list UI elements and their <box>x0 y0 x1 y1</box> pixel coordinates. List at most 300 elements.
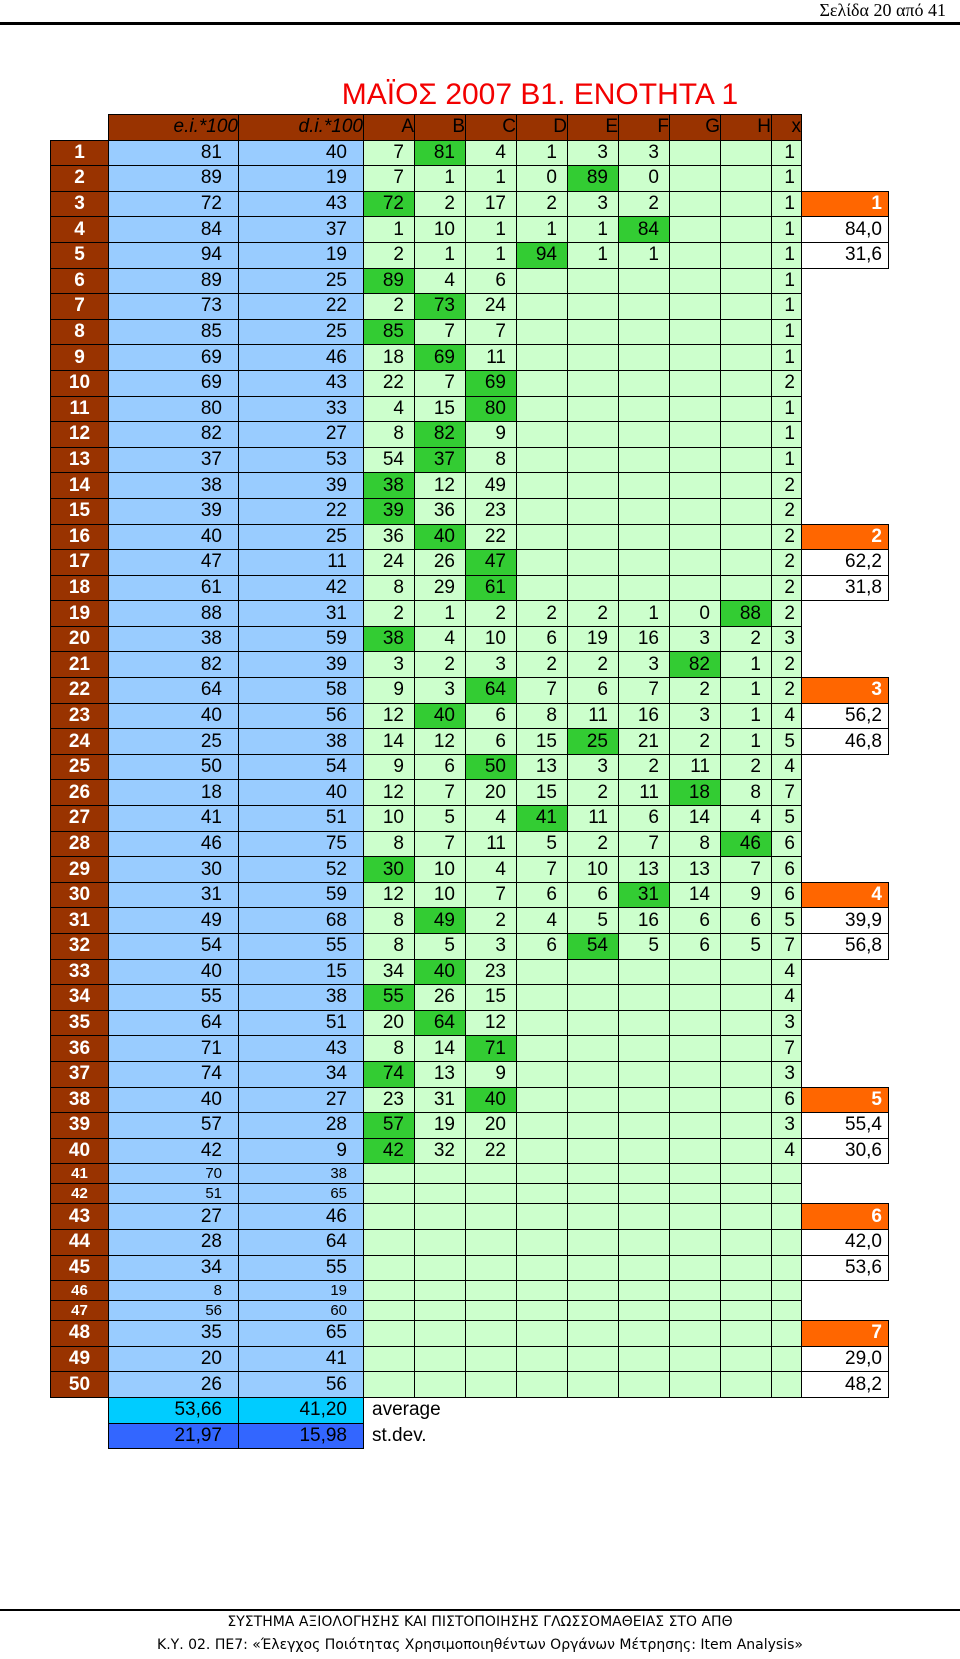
option-cell-e <box>568 319 619 345</box>
table-row <box>51 294 889 320</box>
header-x: x <box>772 115 802 141</box>
option-cell-f <box>619 370 670 396</box>
row-index: 11 <box>51 396 109 422</box>
option-cell-b: 32 <box>415 1138 466 1164</box>
option-cell-a: 8 <box>364 934 415 960</box>
option-cell-g <box>670 140 721 166</box>
summary-cell <box>802 447 889 473</box>
option-cell-b: 49 <box>415 908 466 934</box>
x-value: 1 <box>772 294 802 320</box>
option-cell-g: 2 <box>670 729 721 755</box>
di-value: 25 <box>239 319 364 345</box>
option-cell-h: 9 <box>721 882 772 908</box>
option-cell-d <box>517 1087 568 1113</box>
ei-value: 69 <box>109 345 239 371</box>
option-cell-d <box>517 447 568 473</box>
option-cell-f: 84 <box>619 217 670 243</box>
table-row <box>51 524 889 550</box>
row-index: 22 <box>51 678 109 704</box>
table-row <box>51 319 889 345</box>
footer-rule <box>0 1609 960 1611</box>
option-cell-b: 4 <box>415 268 466 294</box>
row-index: 44 <box>51 1229 109 1255</box>
di-value: 64 <box>239 1229 364 1255</box>
option-cell-f <box>619 1036 670 1062</box>
option-cell-d <box>517 1010 568 1036</box>
option-cell-b: 1 <box>415 166 466 192</box>
summary-cell <box>802 140 889 166</box>
option-cell-h <box>721 191 772 217</box>
option-cell-g <box>670 268 721 294</box>
table-row <box>51 242 889 268</box>
x-value: 4 <box>772 1138 802 1164</box>
option-cell-f <box>619 1138 670 1164</box>
x-value: 2 <box>772 473 802 499</box>
option-cell-e <box>568 1087 619 1113</box>
option-cell-h: 1 <box>721 678 772 704</box>
ei-value: 41 <box>109 806 239 832</box>
option-cell-a <box>364 1255 415 1281</box>
row-index: 41 <box>51 1164 109 1184</box>
option-cell-e <box>568 1036 619 1062</box>
summary-cell <box>802 1036 889 1062</box>
table-row <box>51 1113 889 1139</box>
x-value: 7 <box>772 780 802 806</box>
summary-cell <box>802 831 889 857</box>
option-cell-f <box>619 1255 670 1281</box>
option-cell-g <box>670 217 721 243</box>
table-row <box>51 703 889 729</box>
option-cell-f: 2 <box>619 754 670 780</box>
option-cell-c <box>466 1229 517 1255</box>
di-value: 15 <box>239 959 364 985</box>
header-f: F <box>619 115 670 141</box>
option-cell-f <box>619 1372 670 1398</box>
row-index: 25 <box>51 754 109 780</box>
option-cell-g <box>670 396 721 422</box>
option-cell-d <box>517 1281 568 1301</box>
option-cell-d: 7 <box>517 857 568 883</box>
x-value: 2 <box>772 601 802 627</box>
option-cell-g: 0 <box>670 601 721 627</box>
ei-value: 50 <box>109 754 239 780</box>
option-cell-c: 20 <box>466 1113 517 1139</box>
di-value: 55 <box>239 934 364 960</box>
option-cell-c: 11 <box>466 345 517 371</box>
option-cell-f <box>619 575 670 601</box>
summary-cell: 31,6 <box>802 242 889 268</box>
option-cell-e <box>568 1281 619 1301</box>
option-cell-c: 2 <box>466 601 517 627</box>
ei-value: 38 <box>109 626 239 652</box>
option-cell-g <box>670 345 721 371</box>
option-cell-g <box>670 1036 721 1062</box>
option-cell-g <box>670 447 721 473</box>
page-title <box>0 78 960 112</box>
option-cell-a: 7 <box>364 140 415 166</box>
option-cell-a: 23 <box>364 1087 415 1113</box>
summary-cell <box>802 1164 889 1184</box>
option-cell-b: 6 <box>415 754 466 780</box>
option-cell-b <box>415 1301 466 1321</box>
option-cell-h <box>721 1255 772 1281</box>
option-cell-b: 5 <box>415 934 466 960</box>
option-cell-g <box>670 319 721 345</box>
di-value: 19 <box>239 1281 364 1301</box>
option-cell-g: 2 <box>670 678 721 704</box>
x-value: 1 <box>772 166 802 192</box>
option-cell-a: 34 <box>364 959 415 985</box>
di-value: 9 <box>239 1138 364 1164</box>
option-cell-e <box>568 524 619 550</box>
option-cell-c <box>466 1184 517 1204</box>
summary-cell <box>802 601 889 627</box>
option-cell-d: 15 <box>517 729 568 755</box>
option-cell-d <box>517 396 568 422</box>
option-cell-h <box>721 575 772 601</box>
option-cell-e <box>568 498 619 524</box>
header-g: G <box>670 115 721 141</box>
ei-value: 38 <box>109 473 239 499</box>
summary-cell: 31,8 <box>802 575 889 601</box>
di-value: 59 <box>239 626 364 652</box>
table-row <box>51 166 889 192</box>
option-cell-a: 9 <box>364 678 415 704</box>
summary-cell: 84,0 <box>802 217 889 243</box>
option-cell-h <box>721 140 772 166</box>
option-cell-f <box>619 1229 670 1255</box>
option-cell-b: 69 <box>415 345 466 371</box>
option-cell-e <box>568 959 619 985</box>
ei-value: 27 <box>109 1204 239 1230</box>
summary-cell: 56,2 <box>802 703 889 729</box>
option-cell-b: 40 <box>415 524 466 550</box>
option-cell-c <box>466 1301 517 1321</box>
option-cell-c: 22 <box>466 524 517 550</box>
option-cell-g: 6 <box>670 934 721 960</box>
x-value: 1 <box>772 447 802 473</box>
option-cell-g <box>670 985 721 1011</box>
option-cell-c: 4 <box>466 806 517 832</box>
summary-cell: 5 <box>802 1087 889 1113</box>
row-index: 3 <box>51 191 109 217</box>
ei-value: 20 <box>109 1346 239 1372</box>
average-ei: 53,66 <box>109 1397 239 1423</box>
option-cell-h: 88 <box>721 601 772 627</box>
row-index: 12 <box>51 422 109 448</box>
option-cell-a: 36 <box>364 524 415 550</box>
table-row <box>51 498 889 524</box>
summary-cell <box>802 319 889 345</box>
table-row <box>51 1036 889 1062</box>
option-cell-c: 64 <box>466 678 517 704</box>
option-cell-h: 1 <box>721 703 772 729</box>
row-index: 38 <box>51 1087 109 1113</box>
option-cell-e: 1 <box>568 242 619 268</box>
ei-value: 49 <box>109 908 239 934</box>
summary-cell <box>802 652 889 678</box>
ei-value: 39 <box>109 498 239 524</box>
option-cell-g <box>670 1229 721 1255</box>
option-cell-d: 7 <box>517 678 568 704</box>
option-cell-b: 1 <box>415 242 466 268</box>
option-cell-b: 36 <box>415 498 466 524</box>
x-value: 1 <box>772 345 802 371</box>
option-cell-h <box>721 345 772 371</box>
option-cell-f: 1 <box>619 242 670 268</box>
di-value: 65 <box>239 1184 364 1204</box>
option-cell-g <box>670 498 721 524</box>
row-index: 47 <box>51 1301 109 1321</box>
option-cell-d <box>517 498 568 524</box>
row-index: 5 <box>51 242 109 268</box>
option-cell-e <box>568 1138 619 1164</box>
di-value: 38 <box>239 985 364 1011</box>
option-cell-g <box>670 242 721 268</box>
option-cell-b: 73 <box>415 294 466 320</box>
option-cell-g: 18 <box>670 780 721 806</box>
di-value: 22 <box>239 294 364 320</box>
x-value: 6 <box>772 831 802 857</box>
x-value <box>772 1281 802 1301</box>
average-di: 41,20 <box>239 1397 364 1423</box>
table-row <box>51 370 889 396</box>
option-cell-f <box>619 1301 670 1321</box>
ei-value: 71 <box>109 1036 239 1062</box>
summary-cell: 6 <box>802 1204 889 1230</box>
option-cell-g: 3 <box>670 626 721 652</box>
option-cell-c <box>466 1164 517 1184</box>
option-cell-d: 94 <box>517 242 568 268</box>
option-cell-g <box>670 1346 721 1372</box>
option-cell-b: 15 <box>415 396 466 422</box>
row-index: 21 <box>51 652 109 678</box>
ei-value: 81 <box>109 140 239 166</box>
option-cell-g: 8 <box>670 831 721 857</box>
option-cell-h <box>721 1204 772 1230</box>
option-cell-f <box>619 1204 670 1230</box>
option-cell-a: 55 <box>364 985 415 1011</box>
option-cell-h <box>721 396 772 422</box>
option-cell-h <box>721 447 772 473</box>
option-cell-c <box>466 1281 517 1301</box>
summary-cell <box>802 345 889 371</box>
table-row <box>51 729 889 755</box>
summary-cell: 56,8 <box>802 934 889 960</box>
row-index: 42 <box>51 1184 109 1204</box>
table-row <box>51 217 889 243</box>
option-cell-g: 6 <box>670 908 721 934</box>
summary-cell: 3 <box>802 678 889 704</box>
table-row <box>51 1346 889 1372</box>
ei-value: 69 <box>109 370 239 396</box>
option-cell-b: 12 <box>415 473 466 499</box>
summary-cell: 53,6 <box>802 1255 889 1281</box>
di-value: 25 <box>239 268 364 294</box>
summary-cell <box>802 959 889 985</box>
option-cell-a: 24 <box>364 550 415 576</box>
option-cell-h: 6 <box>721 908 772 934</box>
option-cell-f: 3 <box>619 652 670 678</box>
option-cell-h <box>721 294 772 320</box>
x-value <box>772 1204 802 1230</box>
option-cell-h <box>721 524 772 550</box>
option-cell-g <box>670 1061 721 1087</box>
summary-cell: 1 <box>802 191 889 217</box>
option-cell-g <box>670 959 721 985</box>
option-cell-a: 2 <box>364 242 415 268</box>
row-index: 23 <box>51 703 109 729</box>
option-cell-d: 4 <box>517 908 568 934</box>
option-cell-e <box>568 985 619 1011</box>
di-value: 19 <box>239 166 364 192</box>
stats-blank <box>51 1397 109 1423</box>
option-cell-h: 4 <box>721 806 772 832</box>
option-cell-g <box>670 524 721 550</box>
option-cell-f: 0 <box>619 166 670 192</box>
option-cell-c: 4 <box>466 857 517 883</box>
row-index: 49 <box>51 1346 109 1372</box>
table-row <box>51 422 889 448</box>
option-cell-h <box>721 1036 772 1062</box>
option-cell-c: 8 <box>466 447 517 473</box>
option-cell-a: 3 <box>364 652 415 678</box>
ei-value: 26 <box>109 1372 239 1398</box>
row-index: 4 <box>51 217 109 243</box>
option-cell-b: 31 <box>415 1087 466 1113</box>
row-index: 33 <box>51 959 109 985</box>
option-cell-c: 2 <box>466 908 517 934</box>
option-cell-g <box>670 1010 721 1036</box>
option-cell-a: 72 <box>364 191 415 217</box>
option-cell-c: 47 <box>466 550 517 576</box>
option-cell-f <box>619 345 670 371</box>
option-cell-a <box>364 1301 415 1321</box>
di-value: 46 <box>239 1204 364 1230</box>
table-row <box>51 1204 889 1230</box>
stdev-di: 15,98 <box>239 1423 364 1449</box>
stats-blank <box>51 1423 109 1449</box>
option-cell-a: 38 <box>364 626 415 652</box>
option-cell-b: 29 <box>415 575 466 601</box>
option-cell-c: 3 <box>466 934 517 960</box>
option-cell-g <box>670 550 721 576</box>
option-cell-f <box>619 1113 670 1139</box>
di-value: 43 <box>239 191 364 217</box>
option-cell-e <box>568 422 619 448</box>
option-cell-h: 2 <box>721 754 772 780</box>
table-row <box>51 934 889 960</box>
x-value: 3 <box>772 1010 802 1036</box>
option-cell-b: 5 <box>415 806 466 832</box>
option-cell-a: 54 <box>364 447 415 473</box>
summary-cell <box>802 1301 889 1321</box>
option-cell-d <box>517 550 568 576</box>
ei-value: 40 <box>109 524 239 550</box>
option-cell-h <box>721 1321 772 1347</box>
option-cell-a: 18 <box>364 345 415 371</box>
ei-value: 34 <box>109 1255 239 1281</box>
option-cell-b: 10 <box>415 882 466 908</box>
option-cell-e <box>568 1010 619 1036</box>
option-cell-f <box>619 959 670 985</box>
option-cell-b: 7 <box>415 831 466 857</box>
option-cell-a <box>364 1184 415 1204</box>
row-index: 50 <box>51 1372 109 1398</box>
option-cell-e <box>568 1372 619 1398</box>
x-value: 2 <box>772 550 802 576</box>
option-cell-e: 10 <box>568 857 619 883</box>
option-cell-c: 3 <box>466 652 517 678</box>
option-cell-c: 22 <box>466 1138 517 1164</box>
di-value: 68 <box>239 908 364 934</box>
option-cell-g: 14 <box>670 806 721 832</box>
option-cell-a: 14 <box>364 729 415 755</box>
di-value: 51 <box>239 1010 364 1036</box>
ei-value: 40 <box>109 959 239 985</box>
option-cell-d: 6 <box>517 934 568 960</box>
ei-value: 55 <box>109 985 239 1011</box>
summary-cell: 42,0 <box>802 1229 889 1255</box>
stdev-row <box>51 1423 889 1449</box>
ei-value: 56 <box>109 1301 239 1321</box>
option-cell-a: 2 <box>364 294 415 320</box>
option-cell-c: 69 <box>466 370 517 396</box>
option-cell-h: 2 <box>721 626 772 652</box>
x-value <box>772 1346 802 1372</box>
option-cell-f <box>619 1164 670 1184</box>
option-cell-d: 2 <box>517 601 568 627</box>
summary-cell <box>802 422 889 448</box>
header-corner <box>51 115 109 141</box>
option-cell-g <box>670 191 721 217</box>
option-cell-g <box>670 166 721 192</box>
option-cell-e <box>568 575 619 601</box>
option-cell-c: 10 <box>466 626 517 652</box>
di-value: 56 <box>239 1372 364 1398</box>
stdev-label: st.dev. <box>372 1424 427 1446</box>
option-cell-g <box>670 1255 721 1281</box>
option-cell-a <box>364 1321 415 1347</box>
x-value <box>772 1301 802 1321</box>
ei-value: 64 <box>109 1010 239 1036</box>
option-cell-e <box>568 1184 619 1204</box>
di-value: 54 <box>239 754 364 780</box>
option-cell-h <box>721 1346 772 1372</box>
summary-cell <box>802 754 889 780</box>
option-cell-b: 4 <box>415 626 466 652</box>
summary-cell <box>802 806 889 832</box>
table-row <box>51 959 889 985</box>
option-cell-c: 20 <box>466 780 517 806</box>
summary-cell <box>802 473 889 499</box>
row-index: 27 <box>51 806 109 832</box>
row-index: 40 <box>51 1138 109 1164</box>
option-cell-d <box>517 422 568 448</box>
row-index: 10 <box>51 370 109 396</box>
x-value: 3 <box>772 1113 802 1139</box>
option-cell-c: 24 <box>466 294 517 320</box>
table-row <box>51 1164 889 1184</box>
option-cell-b: 7 <box>415 319 466 345</box>
row-index: 30 <box>51 882 109 908</box>
di-value: 27 <box>239 1087 364 1113</box>
option-cell-b: 19 <box>415 1113 466 1139</box>
di-value: 58 <box>239 678 364 704</box>
option-cell-g <box>670 1301 721 1321</box>
di-value: 40 <box>239 780 364 806</box>
summary-cell <box>802 985 889 1011</box>
